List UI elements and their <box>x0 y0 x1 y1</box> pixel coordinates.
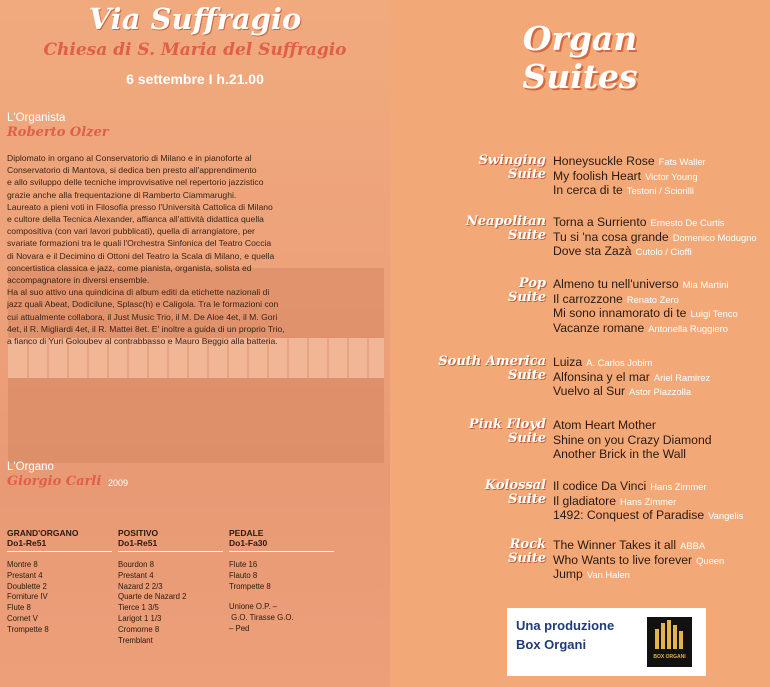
song-title: The Winner Takes it all <box>553 538 677 552</box>
stops-pedale <box>229 528 334 635</box>
stops-range: Do1-Fa30 <box>229 538 334 552</box>
bio-line: Diplomato in organo al Conservatorio di Milano e in pianoforte al <box>7 153 252 163</box>
song-title: Tu si 'na cosa grande <box>553 229 669 244</box>
song-item <box>553 508 743 523</box>
suite-name-line2: Suite <box>507 368 546 383</box>
song-item <box>553 384 710 399</box>
song-title: 1492: Conquest of Paradise <box>553 508 705 523</box>
song-item <box>553 447 712 462</box>
program-title <box>390 20 770 96</box>
song-title: Almeno tu nell'universo <box>553 277 679 291</box>
suite-name <box>438 355 546 383</box>
organist-name: Roberto Olzer <box>7 125 109 140</box>
song-item <box>553 494 743 509</box>
song-author: Hans Zimmer <box>650 481 707 492</box>
song-author: Van Halen <box>586 569 630 581</box>
suite-name <box>478 154 546 182</box>
stop-item: Prestant 4 <box>118 570 154 580</box>
song-list <box>553 479 743 523</box>
song-title: Mi sono innamorato di te <box>553 306 687 321</box>
song-author: Testoni / Sciorilli <box>626 185 694 197</box>
song-title: Honeysuckle Rose <box>553 154 655 168</box>
song-author: Victor Young <box>645 170 698 182</box>
stop-item: Cromorne 8 <box>118 624 160 634</box>
suite-name <box>466 215 546 243</box>
song-title: Torna a Surriento <box>553 215 647 229</box>
bio-line: e allo sviluppo delle tecniche improvvisative nel repertorio jazzistico <box>7 177 264 188</box>
stops-range: Do1-Re51 <box>118 538 223 552</box>
bio-line: a fianco di Yuri Goloubev al contrabbasso e Mauro Beggio alla batteria. <box>7 336 278 347</box>
coupler-item: – Ped <box>229 623 250 633</box>
organist-label: L'Organista <box>7 112 66 124</box>
song-title: In cerca di te <box>553 183 623 198</box>
song-author: ABBA <box>680 540 706 551</box>
stop-item: Flute 16 <box>229 560 258 569</box>
song-item <box>553 370 710 385</box>
stop-item: Prestant 4 <box>7 570 43 580</box>
production-box <box>507 608 706 676</box>
song-item <box>553 538 724 553</box>
stop-item: Flauto 8 <box>229 570 258 580</box>
organ-builder-name: Giorgio Carli <box>7 474 102 489</box>
stops-range: Do1-Re51 <box>7 538 112 552</box>
suite-name <box>485 479 546 507</box>
song-author: Astor Piazzolla <box>629 386 692 398</box>
song-title: Il carrozzone <box>553 291 623 306</box>
song-list <box>553 538 724 582</box>
song-title: My foolish Heart <box>553 168 642 183</box>
song-author: Domenico Modugno <box>672 231 757 243</box>
song-author: Queen <box>696 554 725 566</box>
song-item <box>553 567 724 582</box>
bio-line: di Novara e il Decimino di Ottoni del Teatro la Scala di Milano, e quella <box>7 250 275 261</box>
song-author: Cutolo / Cioffi <box>635 246 692 258</box>
song-list <box>553 154 706 198</box>
bio-line: 4et, il R. Migliardi 4et, il R. Mattei 8et. E' inoltre a guida di un proprio Trio, <box>7 323 285 334</box>
organist-bio <box>7 152 340 347</box>
song-title: Another Brick in the Wall <box>553 447 686 462</box>
bio-line: Conservatorio di Mantova, si dedica ben presto all'apprendimento <box>7 165 257 176</box>
song-list <box>553 215 757 259</box>
song-title: Vuelvo al Sur <box>553 384 626 399</box>
stops-positivo <box>118 528 223 646</box>
program-title-line2: Suites <box>522 57 638 96</box>
page-title: Via Suffragio <box>88 2 302 36</box>
suite-name-line1: Pink Floyd <box>468 417 546 432</box>
song-title: Luiza <box>553 355 583 369</box>
suite-name-line2: Suite <box>507 551 546 566</box>
suite-name-line2: Suite <box>507 167 546 182</box>
song-title: Vacanze romane <box>553 320 645 335</box>
song-item <box>553 183 706 198</box>
song-author: Ernesto De Curtis <box>650 217 725 228</box>
song-list <box>553 277 738 335</box>
suite-name-line2: Suite <box>507 492 546 507</box>
song-item <box>553 215 757 230</box>
song-author: Luigi Tenco <box>690 308 738 320</box>
song-item <box>553 292 738 307</box>
song-item <box>553 244 757 259</box>
song-title: Dove sta Zazà <box>553 244 632 259</box>
suite-name-line1: Pop <box>518 276 546 291</box>
bio-line: concertistica classica e jazz, come pianista, organista, solista ed <box>7 262 252 273</box>
stop-item: Trompette 8 <box>229 581 271 591</box>
song-title: Jump <box>553 567 583 582</box>
bio-line: jazz quali Abeat, Dodicilune, Splasc(h) e Caligola. Tra le formazioni con <box>7 299 279 310</box>
stops-grand-organo <box>7 528 112 636</box>
song-author: Ariel Ramirez <box>653 371 711 383</box>
song-author: Mia Martini <box>682 279 729 290</box>
song-author: A. Carlos Jobim <box>586 357 653 368</box>
stop-item: Tremblant <box>118 635 153 645</box>
song-author: Hans Zimmer <box>620 495 677 507</box>
song-item <box>553 321 738 336</box>
song-title: Il codice Da Vinci <box>553 479 647 493</box>
suite-name-line2: Suite <box>507 228 546 243</box>
stop-item: Doublette 2 <box>7 581 47 591</box>
bio-line: Laureato a pieni voti in Filosofia presso l'Università Cattolica di Milano <box>7 201 273 212</box>
stop-item: Forniture IV <box>7 592 48 602</box>
song-author: Vangelis <box>708 510 744 522</box>
stop-item: Cornet V <box>7 613 38 623</box>
song-item <box>553 479 743 494</box>
song-item <box>553 306 738 321</box>
stops-title: PEDALE <box>229 528 264 538</box>
bio-line: Ha al suo attivo una quindicina di album editi da etichette nazionali di <box>7 287 270 298</box>
song-item <box>553 418 712 433</box>
stop-item: Trompette 8 <box>7 624 49 634</box>
bio-line: accompagnatore in diversi ensemble. <box>7 275 150 286</box>
stop-item: Montre 8 <box>7 560 38 569</box>
coupler-item: Unione O.P. – <box>229 602 277 612</box>
song-title: Atom Heart Mother <box>553 418 656 432</box>
song-list <box>553 355 710 399</box>
box-organi-logo-icon <box>647 617 692 667</box>
production-line2: Box Organi <box>516 637 587 652</box>
right-panel <box>390 0 770 687</box>
suite-name <box>508 277 546 305</box>
song-title: Shine on you Crazy Diamond <box>553 432 712 447</box>
song-item <box>553 433 712 448</box>
stops-title: POSITIVO <box>118 528 159 538</box>
stop-item: Quarte de Nazard 2 <box>118 592 187 602</box>
song-item <box>553 553 724 568</box>
production-line1: Una produzione <box>516 618 615 633</box>
song-item <box>553 355 710 370</box>
suite-name-line2: Suite <box>507 431 546 446</box>
stop-item: Bourdon 8 <box>118 560 154 569</box>
coupler-item: G.O. Tirasse G.O. <box>229 613 294 623</box>
suite-name-line1: Neapolitan <box>465 214 546 229</box>
suite-name-line1: South America <box>438 354 546 369</box>
venue-subtitle: Chiesa di S. Maria del Suffragio <box>43 40 347 60</box>
song-title: Il gladiatore <box>553 493 617 508</box>
stop-item: Larigot 1 1/3 <box>118 613 162 623</box>
song-item <box>553 230 757 245</box>
song-author: Fats Waller <box>658 156 706 167</box>
bio-line: cui attualmente collabora, il Just Music Trio, il M. De Aloe 4et, il M. Gori <box>7 311 278 322</box>
song-author: Antonella Ruggiero <box>648 322 728 334</box>
song-author: Renato Zero <box>626 293 679 305</box>
suite-name-line1: Swinging <box>478 153 546 168</box>
stops-title: GRAND'ORGANO <box>7 528 79 538</box>
song-title: Alfonsina y el mar <box>553 369 650 384</box>
program-title-line1: Organ <box>522 19 638 58</box>
song-item <box>553 277 738 292</box>
suite-name-line2: Suite <box>507 290 546 305</box>
organ-year: 2009 <box>108 478 129 488</box>
suite-name-line1: Rock <box>509 537 546 552</box>
stop-item: Flute 8 <box>7 603 31 613</box>
bio-line: svariate formazioni tra le quali l'Orchestra Sinfonica del Teatro Coccia <box>7 238 272 249</box>
bio-line: e cultore della Tecnica Alexander, affianca all'attività didattica quella <box>7 214 264 225</box>
song-item <box>553 154 706 169</box>
bio-line: grazie anche alla frequentazione di Ramberto Ciammarughi. <box>7 189 237 200</box>
song-item <box>553 169 706 184</box>
song-title: Who Wants to live forever <box>553 552 693 567</box>
stop-item: Tierce 1 3/5 <box>118 603 159 613</box>
suite-name <box>508 538 546 566</box>
stop-item: Nazard 2 2/3 <box>118 581 163 591</box>
suite-name-line1: Kolossal <box>484 478 546 493</box>
suite-name <box>469 418 546 446</box>
organ-label: L'Organo <box>7 461 54 473</box>
event-date: 6 settembre I h.21.00 <box>126 71 264 87</box>
production-text <box>516 616 614 654</box>
song-list <box>553 418 712 462</box>
logo-text: BOX ORGANI <box>653 654 686 660</box>
bio-line: compositiva (con vari lavori pubblicati), quella di arrangiatore, per <box>7 226 255 237</box>
